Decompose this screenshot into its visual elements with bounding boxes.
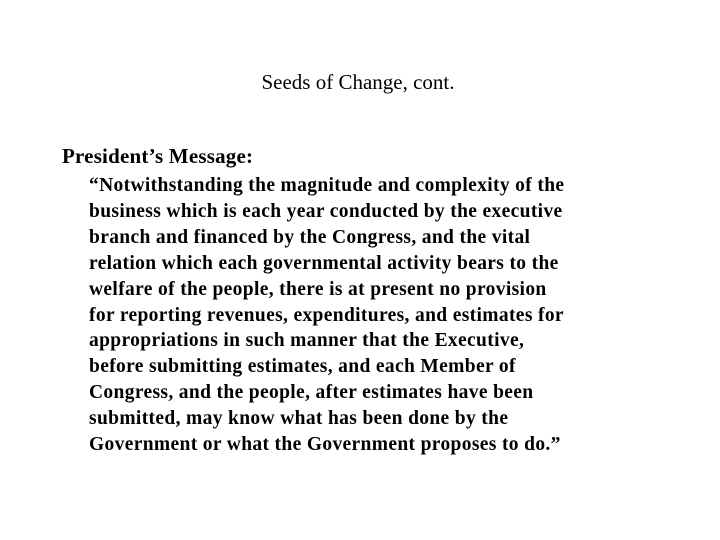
quote-line: relation which each governmental activity bears to the [89, 252, 559, 274]
quote-line: welfare of the people, there is at present no provision [89, 278, 547, 300]
quote-block [89, 173, 689, 458]
quote-line: Congress, and the people, after estimates have been [89, 382, 534, 404]
quote-line: for reporting revenues, expenditures, and estimates for [89, 304, 564, 326]
quote-line: before submitting estimates, and each Member of [89, 356, 516, 378]
quote-line: “Notwithstanding the magnitude and complexity of the [89, 175, 565, 196]
section-heading: President’s Message: [62, 144, 254, 168]
slide-title [0, 68, 720, 96]
quote-line: submitted, may know what has been done by the [89, 408, 509, 430]
quote-line: Government or what the Government proposes to do.” [89, 434, 561, 456]
quote-line: branch and financed by the Congress, and the vital [89, 226, 531, 248]
quote-line: business which is each year conducted by the executive [89, 200, 563, 222]
slide-title-text: Seeds of Change, cont. [261, 70, 455, 94]
quote-line: appropriations in such manner that the Executive, [89, 330, 525, 352]
